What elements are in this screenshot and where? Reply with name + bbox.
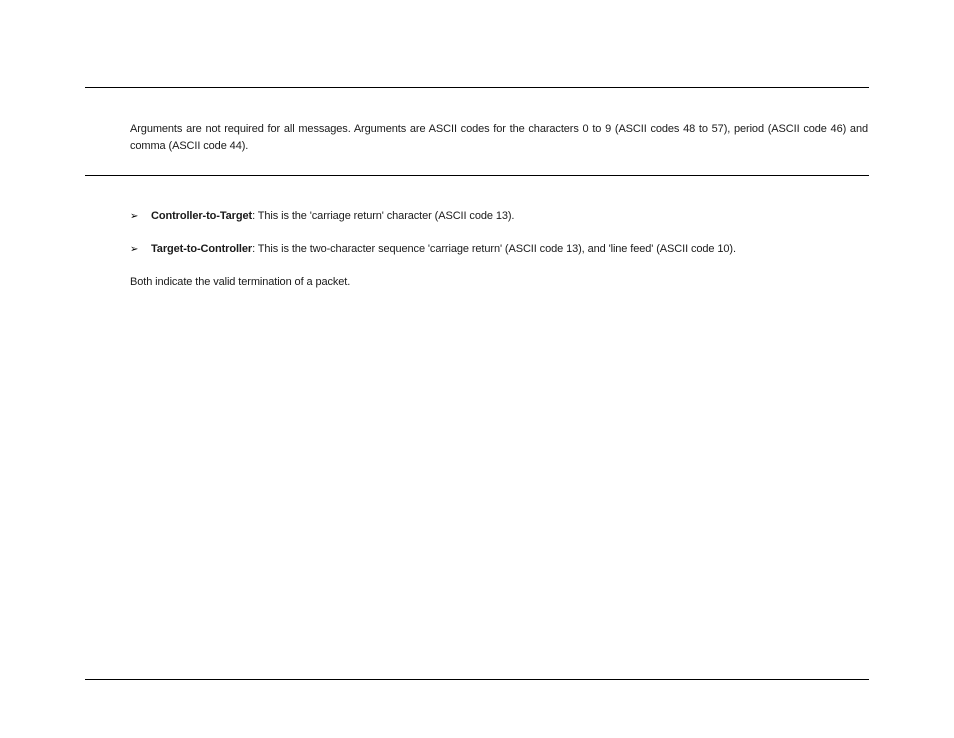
middle-divider [85, 175, 869, 176]
bullet-text [151, 208, 514, 225]
bullet-text [151, 241, 736, 258]
top-divider [85, 87, 869, 88]
termination-paragraph: Both indicate the valid termination of a packet. [130, 276, 351, 288]
arguments-paragraph: Arguments are not required for all messages. Arguments are ASCII codes for the characters 0 to 9 (ASCII codes 48 to 57), period (ASCII code 46) and comma (ASCII code 44). [130, 123, 868, 152]
bullet-term: Controller-to-Target [151, 210, 253, 222]
bottom-divider [85, 679, 869, 680]
bullet-description: : This is the two-character sequence 'carriage return' (ASCII code 13), and 'line feed' (ASCII code 10). [252, 243, 736, 255]
arrow-bullet-icon: ➢ [130, 244, 139, 255]
bullet-description: : This is the 'carriage return' character (ASCII code 13). [252, 210, 515, 222]
bullet-term: Target-to-Controller [151, 243, 253, 255]
arrow-bullet-icon: ➢ [130, 211, 139, 222]
bullet-target-to-controller [130, 241, 868, 258]
bullet-controller-to-target [130, 208, 868, 225]
